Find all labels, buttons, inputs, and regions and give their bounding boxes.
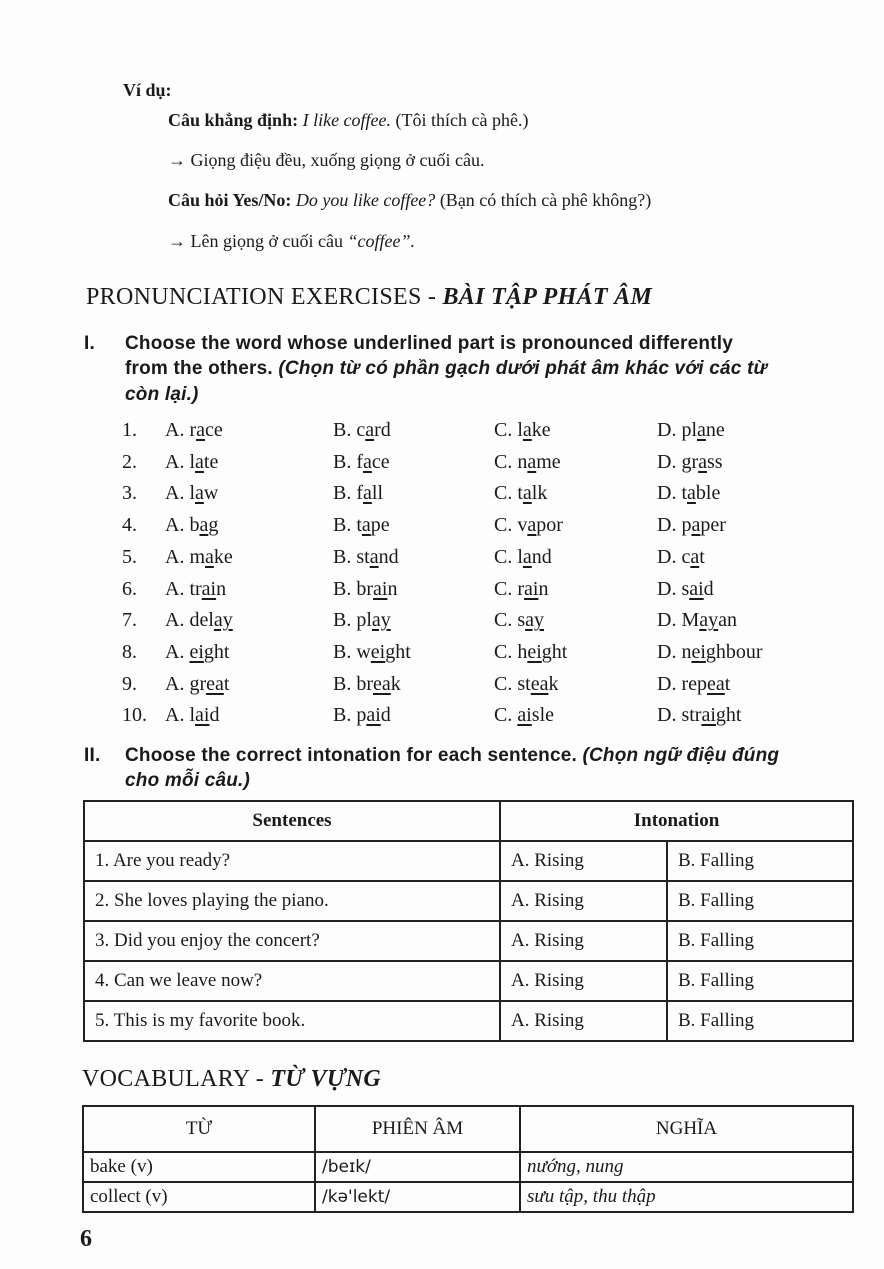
- underlined-part: ai: [701, 704, 716, 727]
- affirmative-note: → Giọng điệu đều, xuống giọng ở cuối câu.: [168, 150, 485, 170]
- word-part: C. h: [494, 640, 528, 663]
- underlined-part: ai: [201, 577, 217, 600]
- section-heading-pronunciation: [86, 284, 652, 311]
- underlined-part: a: [199, 514, 209, 537]
- word-part: ght: [203, 640, 230, 663]
- answer-option: [494, 546, 552, 569]
- underlined-part: ea: [706, 672, 725, 695]
- underlined-part: a: [691, 514, 701, 537]
- answer-option: [657, 451, 723, 474]
- header-sentences: Sentences: [84, 801, 500, 841]
- word-part: d: [380, 704, 391, 727]
- word-part: B. w: [333, 640, 371, 663]
- answer-option: [165, 641, 229, 664]
- en: Choose the correct intonation for each sentence.: [125, 745, 583, 766]
- underlined-part: a: [196, 419, 205, 441]
- word-part: me: [536, 450, 561, 473]
- sentence: 5. This is my favorite book.: [84, 1001, 500, 1041]
- option-falling: B. Falling: [667, 921, 853, 961]
- exercise-2-instruction-2: cho mỗi câu.): [125, 770, 251, 791]
- word-part: A. m: [165, 545, 205, 568]
- word-part: n: [387, 577, 398, 600]
- underlined-part: ei: [691, 640, 706, 663]
- answer-option: [657, 482, 720, 505]
- affirmative-example: [168, 110, 528, 131]
- answer-option: [494, 514, 563, 537]
- answer-option: [494, 419, 551, 442]
- en: from the others.: [125, 358, 279, 379]
- answer-option: [657, 704, 741, 727]
- title-en: VOCABULARY -: [82, 1066, 271, 1092]
- word-part: ght: [385, 640, 411, 663]
- option-falling: B. Falling: [667, 1001, 853, 1041]
- answer-option: [333, 704, 391, 727]
- header-pronunciation: PHIÊN ÂM: [315, 1106, 520, 1152]
- item-number: 2.: [122, 450, 137, 473]
- word-part: ss: [707, 450, 723, 473]
- word-part: C. t: [494, 482, 523, 505]
- answer-option: [165, 419, 223, 442]
- text: Do you like coffee?: [295, 190, 436, 210]
- word-part: ght: [541, 640, 568, 663]
- word-part: D. gr: [657, 450, 699, 473]
- word-part: D. M: [657, 609, 700, 632]
- underlined-part: a: [195, 482, 204, 505]
- option-rising: A. Rising: [500, 921, 667, 961]
- word-part: A. del: [165, 609, 214, 632]
- table-row: [84, 881, 853, 921]
- word-part: A. gr: [165, 672, 207, 695]
- word-part: D. str: [657, 704, 702, 727]
- intonation-table: [83, 800, 854, 1042]
- underlined-part: ai: [689, 577, 704, 600]
- word-part: ght: [715, 704, 742, 727]
- word-part: t: [223, 672, 230, 695]
- example-label: Ví dụ:: [123, 80, 172, 100]
- sentence: 1. Are you ready?: [84, 841, 500, 881]
- item-number: 1.: [122, 419, 137, 441]
- sentence: 4. Can we leave now?: [84, 961, 500, 1001]
- answer-option: [657, 546, 705, 569]
- answer-option: [165, 482, 218, 505]
- translation: (Bạn có thích cà phê không?): [439, 190, 652, 210]
- answer-option: [494, 609, 544, 632]
- title-en: PRONUNCIATION EXERCISES -: [86, 284, 443, 310]
- underlined-part: a: [527, 514, 537, 537]
- answer-option: [165, 673, 229, 696]
- item-number: 6.: [122, 577, 137, 600]
- word-part: por: [536, 514, 563, 537]
- exercise-1-instruction: Choose the word whose underlined part is pronounced differently: [125, 333, 733, 354]
- note: → Lên giọng ở cuối câu: [168, 231, 348, 251]
- word-part: A. l: [165, 450, 195, 473]
- option-rising: A. Rising: [500, 1001, 667, 1041]
- text: I like coffee.: [302, 110, 392, 130]
- table-row: [84, 961, 853, 1001]
- word-part: d: [209, 704, 220, 727]
- option-falling: B. Falling: [667, 961, 853, 1001]
- exercise-2-number: II.: [84, 745, 101, 766]
- option-rising: A. Rising: [500, 961, 667, 1001]
- word-part: D. n: [657, 640, 692, 663]
- answer-option: [165, 578, 226, 601]
- underlined-part: ai: [195, 704, 210, 727]
- word-part: B. f: [333, 482, 363, 505]
- word-part: g: [208, 514, 219, 537]
- answer-option: [657, 673, 730, 696]
- word-part: D. t: [657, 482, 687, 505]
- underlined-part: a: [522, 482, 532, 505]
- word-part: D. c: [657, 545, 691, 568]
- sentence: 2. She loves playing the piano.: [84, 881, 500, 921]
- header-meaning: NGHĨA: [520, 1106, 853, 1152]
- answer-option: [333, 641, 411, 664]
- phonetic: /kə'lekt/: [315, 1182, 520, 1212]
- answer-option: [165, 704, 219, 727]
- answer-option: [657, 419, 725, 442]
- word: collect (v): [83, 1182, 315, 1212]
- option-rising: A. Rising: [500, 841, 667, 881]
- word-part: B. br: [333, 577, 373, 600]
- word-part: sle: [531, 704, 554, 727]
- item-number: 10.: [122, 704, 147, 727]
- exercise-1-instruction-2: [125, 358, 767, 380]
- underlined-part: a: [690, 545, 700, 568]
- answer-option: [657, 641, 763, 664]
- word-part: an: [718, 609, 738, 632]
- word-part: ce: [205, 419, 223, 441]
- word-part: C. v: [494, 514, 528, 537]
- table-row: [83, 1152, 853, 1182]
- underlined-part: a: [205, 545, 214, 568]
- word-part: rd: [374, 419, 391, 441]
- answer-option: [494, 482, 547, 505]
- option-rising: A. Rising: [500, 881, 667, 921]
- word-part: lk: [531, 482, 548, 505]
- option-falling: B. Falling: [667, 881, 853, 921]
- word-part: n: [216, 577, 227, 600]
- answer-option: [333, 514, 390, 537]
- answer-option: [333, 482, 383, 505]
- word-part: C. r: [494, 577, 524, 600]
- yesno-note: [168, 231, 415, 252]
- word-part: ll: [371, 482, 384, 505]
- word-part: C. l: [494, 545, 523, 568]
- underlined-part: a: [698, 450, 707, 473]
- vi: (Chọn từ có phần gạch dưới phát âm khác với các từ: [278, 358, 768, 379]
- yesno-example: [168, 190, 651, 211]
- word-part: B. c: [333, 419, 366, 441]
- option-falling: B. Falling: [667, 841, 853, 881]
- word-part: ke: [213, 545, 233, 568]
- word-part: C. st: [494, 672, 531, 695]
- underlined-part: ei: [527, 640, 542, 663]
- label: Câu hỏi Yes/No:: [168, 190, 292, 210]
- underlined-part: ay: [525, 609, 545, 632]
- answer-option: [494, 451, 561, 474]
- underlined-part: a: [697, 419, 706, 441]
- word-part: k: [390, 672, 401, 695]
- answer-option: [333, 578, 397, 601]
- answer-option: [165, 609, 233, 632]
- item-number: 9.: [122, 672, 137, 695]
- answer-option: [494, 578, 548, 601]
- answer-option: [657, 609, 737, 632]
- word-part: C. s: [494, 609, 526, 632]
- answer-option: [494, 704, 554, 727]
- underlined-part: ay: [371, 609, 391, 632]
- label: Câu khẳng định:: [168, 110, 299, 130]
- underlined-part: ea: [373, 672, 391, 695]
- item-number: 4.: [122, 514, 137, 537]
- word-part: A. b: [165, 514, 200, 537]
- word-part: ce: [371, 450, 390, 473]
- table-row: [84, 921, 853, 961]
- exercise-1-number: I.: [84, 333, 95, 354]
- title-vi: TỪ VỰNG: [270, 1066, 381, 1092]
- underlined-part: a: [361, 514, 371, 537]
- word-part: t: [699, 545, 705, 568]
- answer-option: [165, 514, 218, 537]
- word-part: ghbour: [705, 640, 763, 663]
- answer-option: [494, 673, 558, 696]
- word-part: C. l: [494, 419, 523, 441]
- header-word: TỪ: [83, 1106, 315, 1152]
- underlined-part: a: [687, 482, 696, 505]
- word-part: ne: [705, 419, 725, 441]
- answer-option: [333, 546, 399, 569]
- answer-option: [165, 546, 233, 569]
- underlined-part: a: [195, 450, 204, 473]
- answer-option: [333, 609, 391, 632]
- underlined-part: ay: [213, 609, 233, 632]
- word-part: pe: [370, 514, 390, 537]
- underlined-part: ai: [517, 704, 532, 727]
- word-part: B. f: [333, 450, 363, 473]
- word-part: te: [203, 450, 219, 473]
- meaning: nướng, nung: [520, 1152, 853, 1182]
- table-row: [84, 1001, 853, 1041]
- underlined-part: a: [363, 482, 372, 505]
- word-part: t: [724, 672, 731, 695]
- word-part: A. tr: [165, 577, 202, 600]
- word-part: nd: [531, 545, 552, 568]
- phonetic: /beɪk/: [315, 1152, 520, 1182]
- underlined-part: ei: [370, 640, 386, 663]
- word-part: A.: [165, 640, 190, 663]
- item-number: 5.: [122, 545, 137, 568]
- word-part: A. l: [165, 482, 195, 505]
- word-part: B. p: [333, 704, 367, 727]
- answer-option: [333, 673, 401, 696]
- meaning: sưu tập, thu thập: [520, 1182, 853, 1212]
- table-row: [84, 841, 853, 881]
- word-part: A. r: [165, 419, 197, 441]
- word: bake (v): [83, 1152, 315, 1182]
- exercise-1-instruction-3: còn lại.): [125, 384, 199, 405]
- underlined-part: a: [365, 419, 375, 441]
- underlined-part: ea: [530, 672, 549, 695]
- word-part: nd: [378, 545, 399, 568]
- answer-option: [333, 451, 390, 474]
- underlined-part: a: [522, 419, 532, 441]
- answer-option: [165, 451, 218, 474]
- word-part: per: [700, 514, 726, 537]
- underlined-part: ai: [373, 577, 388, 600]
- vi: (Chọn ngữ điệu đúng: [582, 745, 780, 766]
- translation: (Tôi thích cà phê.): [395, 110, 529, 130]
- word-part: C.: [494, 704, 518, 727]
- word-part: A. l: [165, 704, 195, 727]
- word-part: ke: [531, 419, 551, 441]
- word-part: k: [548, 672, 559, 695]
- underlined-part: ai: [366, 704, 381, 727]
- sentence: 3. Did you enjoy the concert?: [84, 921, 500, 961]
- word-part: D. p: [657, 514, 692, 537]
- word-part: w: [203, 482, 219, 505]
- answer-option: [657, 578, 714, 601]
- word-part: B. st: [333, 545, 370, 568]
- word-part: D. rep: [657, 672, 707, 695]
- word-part: ble: [695, 482, 721, 505]
- underlined-part: a: [527, 450, 537, 473]
- section-heading-vocabulary: [82, 1066, 381, 1093]
- word-part: B. pl: [333, 609, 372, 632]
- underlined-part: ay: [699, 609, 719, 632]
- table-row: [83, 1182, 853, 1212]
- item-number: 7.: [122, 609, 137, 632]
- item-number: 8.: [122, 640, 137, 663]
- underlined-part: ea: [206, 672, 224, 695]
- title-vi: BÀI TẬP PHÁT ÂM: [442, 284, 653, 310]
- underlined-part: ai: [524, 577, 539, 600]
- item-number: 3.: [122, 482, 137, 505]
- answer-option: [494, 641, 567, 664]
- word-part: D. pl: [657, 419, 697, 441]
- answer-option: [657, 514, 726, 537]
- answer-option: [333, 419, 391, 442]
- word-part: B. t: [333, 514, 362, 537]
- page-number: 6: [80, 1226, 92, 1252]
- header-intonation: Intonation: [500, 801, 853, 841]
- word-part: B. br: [333, 672, 373, 695]
- word: “coffee”.: [347, 231, 415, 251]
- word-part: C. n: [494, 450, 528, 473]
- word-part: d: [703, 577, 714, 600]
- word-part: n: [538, 577, 549, 600]
- exercise-2-instruction: [125, 745, 779, 767]
- vocabulary-table: [82, 1105, 854, 1213]
- underlined-part: ei: [189, 640, 204, 663]
- underlined-part: a: [369, 545, 379, 568]
- underlined-part: a: [522, 545, 532, 568]
- word-part: D. s: [657, 577, 690, 600]
- underlined-part: a: [363, 450, 372, 473]
